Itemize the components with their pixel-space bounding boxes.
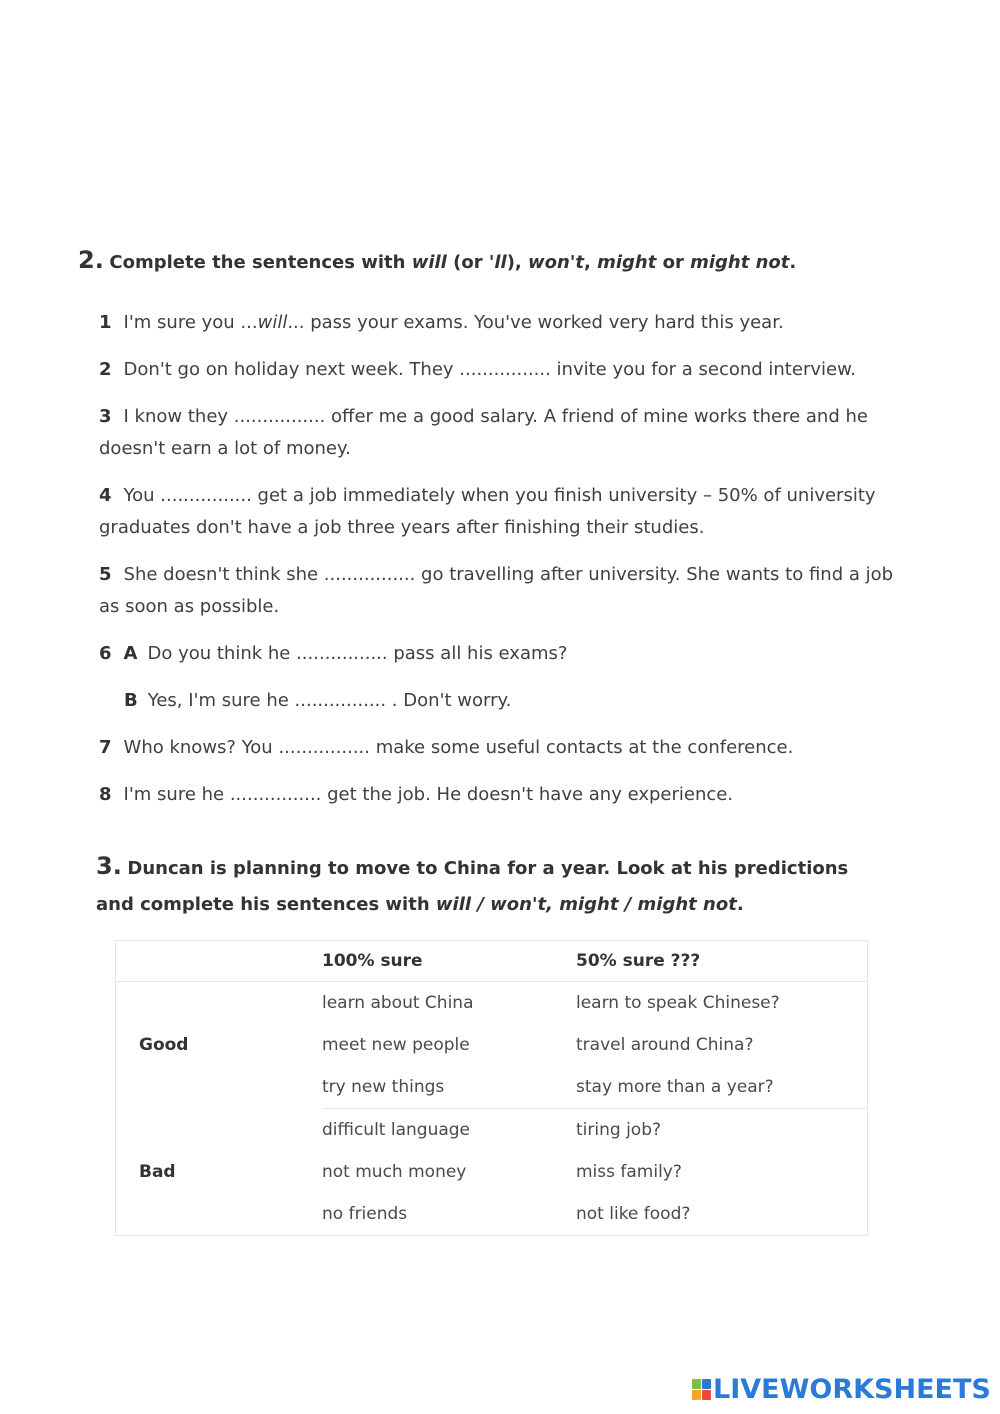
- sentence-item-3: [99, 401, 919, 465]
- sentence-item-5: [99, 559, 919, 623]
- item-number: 6: [99, 643, 112, 664]
- speaker-label: A: [123, 643, 138, 664]
- exercise-number: 3.: [96, 852, 122, 880]
- table-cell: not like food?: [576, 1204, 691, 1224]
- table-cell: meet new people: [322, 1035, 470, 1055]
- instruction-text: .: [789, 252, 797, 273]
- sentence-item-2: [99, 354, 919, 386]
- instruction-text: or: [656, 252, 691, 273]
- instruction-text: .: [736, 894, 744, 915]
- item-number: 8: [99, 784, 112, 805]
- exercise-2-items: [99, 307, 919, 826]
- instruction-text: Complete the sentences with: [109, 252, 412, 273]
- modal-list: will / won't, might / might not: [435, 894, 737, 915]
- table-row: [116, 982, 868, 1025]
- table-cell: tiring job?: [576, 1120, 662, 1140]
- table-header-row: [116, 941, 868, 982]
- sentence-text: I'm sure you ...: [123, 312, 258, 333]
- instruction-text: ,: [583, 252, 598, 273]
- example-answer: will: [257, 312, 288, 333]
- table-cell: no friends: [322, 1204, 408, 1224]
- sentence-text: Yes, I'm sure he ................ . Don't worry.: [147, 690, 512, 711]
- sentence-text: Who knows? You ................ make some useful contacts at the conference.: [123, 737, 794, 758]
- speaker-label: B: [124, 690, 138, 711]
- sentence-item-8: [99, 779, 919, 811]
- item-number: 2: [99, 359, 112, 380]
- modal-might-not: might not: [690, 252, 790, 273]
- table-cell: not much money: [322, 1162, 467, 1182]
- sentence-item-4: [99, 480, 919, 544]
- table-cell: learn about China: [322, 993, 474, 1013]
- exercise-2-heading: [78, 246, 796, 274]
- sentence-item-6a: [99, 638, 919, 670]
- table-cell: stay more than a year?: [576, 1066, 868, 1109]
- table-row: [116, 1109, 868, 1152]
- sentence-text: I'm sure he ................ get the job. He doesn't have any experience.: [123, 784, 734, 805]
- modal-wont: won't: [528, 252, 584, 273]
- modal-ll: 'll: [488, 252, 507, 273]
- sentence-item-7: [99, 732, 919, 764]
- exercise-number: 2.: [78, 246, 104, 274]
- item-number: 3: [99, 406, 112, 427]
- instruction-text: (or: [446, 252, 489, 273]
- table-cell: learn to speak Chinese?: [576, 993, 780, 1013]
- instruction-text: ),: [506, 252, 529, 273]
- liveworksheets-logo: [692, 1374, 991, 1404]
- sentence-text: Don't go on holiday next week. They ................ invite you for a second interview.: [123, 359, 856, 380]
- item-number: 1: [99, 312, 112, 333]
- table-cell: difficult language: [322, 1120, 471, 1140]
- sentence-text: I know they ................ offer me a good salary. A friend of mine works there and he doesn't earn a lot of money.: [99, 406, 868, 459]
- brand-name: LIVEWORKSHEETS: [713, 1373, 991, 1405]
- item-number: 7: [99, 737, 112, 758]
- sentence-text: ... pass your exams. You've worked very hard this year.: [287, 312, 784, 333]
- sentence-item-6b: [99, 685, 919, 717]
- category-bad: Bad: [139, 1161, 176, 1182]
- sentence-text: You ................ get a job immediately when you finish university – 50% of university graduates don't have a job three years after finishing their studies.: [99, 485, 876, 538]
- header-50-sure: 50% sure ???: [576, 941, 868, 982]
- item-number: 5: [99, 564, 112, 585]
- modal-might: might: [597, 252, 657, 273]
- item-number: 4: [99, 485, 112, 506]
- category-good: Good: [139, 1035, 189, 1056]
- sentence-text: Do you think he ................ pass all his exams?: [147, 643, 568, 664]
- liveworksheets-logo-icon: [692, 1379, 710, 1399]
- table-cell: miss family?: [576, 1162, 682, 1182]
- table-cell: try new things: [322, 1066, 576, 1109]
- instruction-text: Duncan is planning to move to China for a year. Look at his predictions and complete his sentences with: [96, 858, 849, 915]
- modal-will: will: [411, 252, 447, 273]
- sentence-item-1: [99, 307, 919, 339]
- header-100-sure: 100% sure: [322, 941, 576, 982]
- header-empty: [116, 941, 323, 982]
- table-cell: travel around China?: [576, 1035, 754, 1055]
- sentence-text: She doesn't think she ................ go travelling after university. She wants to find a job as soon as possible.: [99, 564, 894, 617]
- exercise-3-heading: [96, 848, 886, 923]
- predictions-table: [115, 940, 868, 1236]
